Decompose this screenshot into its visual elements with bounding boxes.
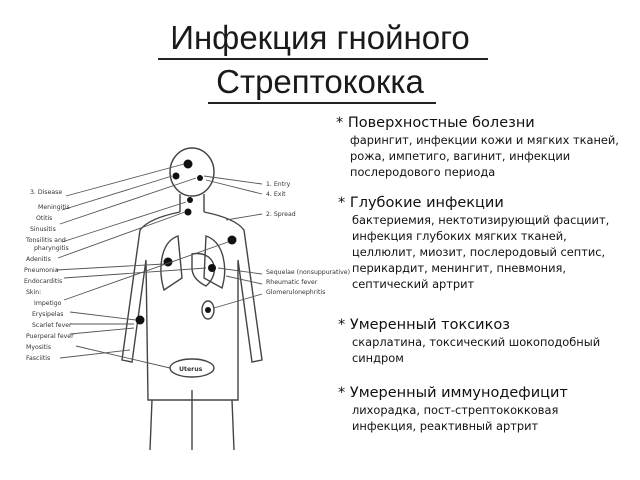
section-line: целлюлит, миозит, послеродовый септис, xyxy=(352,245,606,259)
section-line: инфекция глубоких мягких тканей, xyxy=(352,229,567,243)
section-line: лихорадка, пост-стрептококковая xyxy=(352,403,559,417)
dot-throat xyxy=(187,197,193,203)
label-exit: 4. Exit xyxy=(266,191,286,198)
section-superficial xyxy=(336,114,636,180)
dot-brain xyxy=(184,160,193,169)
label-scarlet-fever: Scarlet fever xyxy=(32,322,72,329)
section-deep xyxy=(338,194,638,292)
label-pneumonia: Pneumonia xyxy=(24,267,59,274)
dot-kidney xyxy=(205,307,211,313)
section-line: септический артрит xyxy=(352,277,475,291)
section-line: синдром xyxy=(352,351,404,365)
section-heading: * Умеренный токсикоз xyxy=(338,317,510,333)
label-endocarditis: Endocarditis xyxy=(24,278,63,285)
label-tonsilitis: Tonsilitis and xyxy=(26,237,66,244)
section-line: фарингит, инфекции кожи и мягких тканей, xyxy=(350,133,619,147)
label-myositis: Myositis xyxy=(26,344,52,351)
dot-sinus xyxy=(197,175,203,181)
title-underline-2 xyxy=(208,102,436,104)
label-pharyngitis: pharyngitis xyxy=(34,245,69,252)
label-puerperal-fever: Puerperal fever xyxy=(26,333,74,340)
right-lung xyxy=(204,236,225,288)
label-skin: Skin: xyxy=(26,289,42,296)
section-heading: * Глубокие инфекции xyxy=(338,195,504,211)
section-line: бактериемия, нектотизирующий фасциит, xyxy=(352,213,610,227)
title-underline-1 xyxy=(158,58,488,60)
label-impetigo: Impetigo xyxy=(34,300,62,307)
label-meningitis: Meningitis xyxy=(38,204,70,211)
section-line: перикардит, менингит, пневмония, xyxy=(352,261,566,275)
dot-neck xyxy=(185,209,192,216)
section-line: инфекция, реактивный артрит xyxy=(352,419,539,433)
dot-heart xyxy=(208,264,216,272)
label-otitis: Otitis xyxy=(36,215,53,222)
label-entry: 1. Entry xyxy=(266,181,291,188)
dot-skin-arm xyxy=(136,316,145,325)
section-line: скарлатина, токсический шокоподобный xyxy=(352,335,601,349)
section-heading: * Поверхностные болезни xyxy=(336,115,535,131)
label-spread: 2. Spread xyxy=(266,211,296,218)
head-outline xyxy=(170,148,214,196)
label-adenitis: Adenitis xyxy=(26,256,51,263)
dot-arm xyxy=(228,236,237,245)
label-erysipelas: Erysipelas xyxy=(32,311,64,318)
section-line: послеродового периода xyxy=(350,165,496,179)
section-immunodeficiency xyxy=(338,384,638,434)
section-toxicosis xyxy=(338,316,638,366)
label-rheumatic-fever: Rheumatic fever xyxy=(266,279,318,286)
section-heading: * Умеренный иммунодефицит xyxy=(338,385,568,401)
label-disease: 3. Disease xyxy=(30,189,63,196)
dot-ear xyxy=(173,173,180,180)
label-fasciitis: Fasciitis xyxy=(26,355,51,362)
label-uterus: Uterus xyxy=(179,366,203,373)
label-sequelae: Sequelae (nonsuppurative) xyxy=(266,269,351,276)
body-diagram xyxy=(0,150,351,450)
title-line-2: Стрептококка xyxy=(216,63,424,100)
label-sinusitis: Sinusitis xyxy=(30,226,56,233)
title-line-1: Инфекция гнойного xyxy=(170,19,470,56)
section-line: рожа, импетиго, вагинит, инфекции xyxy=(350,149,571,163)
label-glomerulonephritis: Glomerulonephritis xyxy=(266,289,326,296)
legs-outline xyxy=(150,390,234,450)
